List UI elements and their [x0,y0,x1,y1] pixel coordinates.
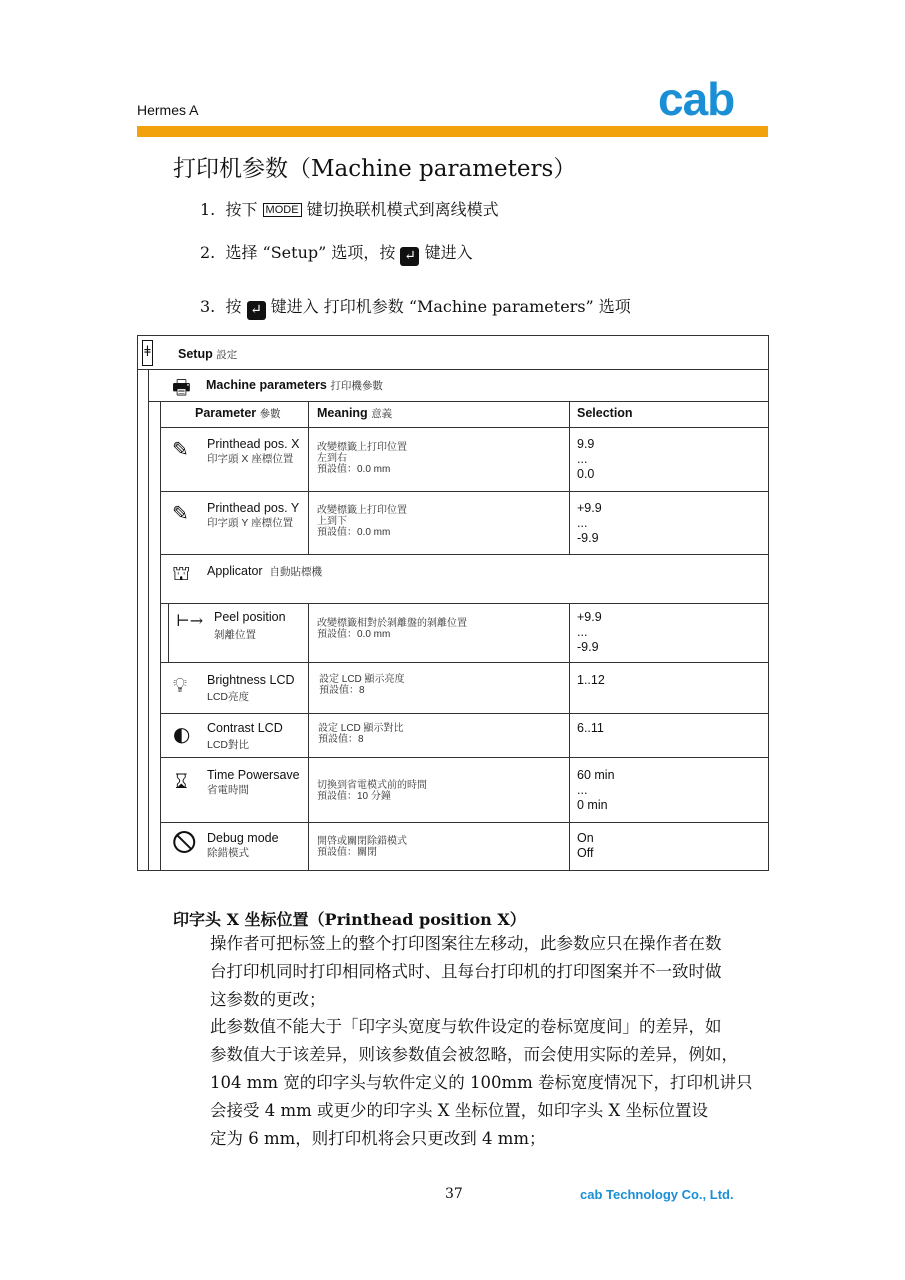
param-contrast-lcd: Contrast LCD LCD對比 [207,721,283,751]
setup-label: Setup 設定 [178,347,238,361]
param-brightness-lcd: Brightness LCD LCD亮度 [207,673,295,703]
printhead-y-icon: ✎ [172,501,189,525]
param-time-powersave: Time Powersave 省電時間 [207,768,300,796]
col-parameter: Parameter 參數 [195,406,281,420]
param-printhead-x: Printhead pos. X 印字頭 X 座標位置 [207,437,300,465]
header-product: Hermes A [137,102,199,118]
debug-prohibited-icon: 🛇 [172,829,197,857]
paragraph-line: 会接受 4 mm 或更少的印字头 X 坐标位置，如印字头 X 坐标位置设 [210,1101,708,1120]
selection-printhead-x: 9.9 ... 0.0 [577,437,595,481]
param-peel-position: Peel position 剝離位置 [214,610,286,641]
section-heading: 印字头 X 坐标位置（Printhead position X） [173,910,526,929]
paragraph-line: 操作者可把标签上的整个打印图案往左移动，此参数应只在操作者在数 [210,934,722,953]
step-3: 3. 按 ↵ 键进入 打印机参数 “Machine parameters” 选项 [200,297,631,318]
step-2: 2. 选择 “Setup” 选项，按 ↵ 键进入 [200,243,473,264]
selection-time-powersave: 60 min ... 0 min [577,768,615,812]
paragraph-line: 这参数的更改； [210,990,326,1009]
page-title: 打印机参数（Machine parameters） [173,156,577,182]
machine-parameters-table [137,335,769,871]
param-printhead-y: Printhead pos. Y 印字頭 Y 座標位置 [207,501,300,529]
cab-logo: cab [658,73,735,125]
enter-key-icon: ↵ [400,247,419,266]
page-number: 37 [445,1186,463,1202]
col-meaning: Meaning 意義 [317,406,393,420]
paragraph-line: 定为 6 mm，则打印机将会只更改到 4 mm； [210,1129,546,1148]
applicator-icon: ⛫ [172,561,191,585]
contrast-icon: ◐ [173,722,191,746]
header-divider [137,126,768,137]
printhead-x-icon: ✎ [172,437,189,461]
applicator-label: Applicator 自動貼標機 [207,564,323,578]
meaning-printhead-y: 改變標籤上打印位置 上到下 預設值：0.0 mm [317,505,407,538]
paragraph-line: 台打印机同时打印相同格式时、且每台打印机的打印图案并不一致时做 [210,962,722,981]
footer-company: cab Technology Co., Ltd. [580,1187,734,1202]
meaning-contrast-lcd: 設定 LCD 顯示對比 預設值：8 [318,723,404,745]
enter-key-icon: ↵ [247,301,266,320]
meaning-time-powersave: 切換到省電模式前的時間 預設值：10 分鐘 [317,780,427,802]
lightbulb-icon: 💡︎ [173,673,187,697]
hourglass-icon: ⌛︎ [175,769,188,793]
paragraph-line: 此参数值不能大于「印字头宽度与软件设定的卷标宽度间」的差异，如 [210,1017,722,1036]
meaning-peel-position: 改變標籤相對於剝離盤的剝離位置 預設值：0.0 mm [317,618,467,640]
paragraph-line: 104 mm 宽的印字头与软件定义的 100mm 卷标宽度情况下，打印机讲只 [210,1073,753,1092]
selection-contrast-lcd: 6..11 [577,721,604,735]
col-selection: Selection [577,406,633,420]
peel-position-icon: ⊢→ [176,611,204,630]
param-debug-mode: Debug mode 除錯模式 [207,831,279,859]
paragraph-line: 参数值大于该差异，则该参数值会被忽略，而会使用实际的差异，例如， [210,1045,738,1064]
selection-peel-position: +9.9 ... -9.9 [577,610,602,654]
selection-debug-mode: On Off [577,831,594,860]
meaning-debug-mode: 開啓或關閉除錯模式 預設值：關閉 [317,836,407,858]
printer-icon: 🖶 [172,375,191,399]
step-1: 1. 按下 MODE 键切换联机模式到离线模式 [200,200,499,219]
selection-brightness-lcd: 1..12 [577,673,605,687]
meaning-printhead-x: 改變標籤上打印位置 左到右 預設值：0.0 mm [317,442,407,475]
meaning-brightness-lcd: 設定 LCD 顯示亮度 預設值：8 [319,674,405,696]
selection-printhead-y: +9.9 ... -9.9 [577,501,602,545]
setup-slider-icon: ǂ [142,340,153,366]
machine-parameters-label: Machine parameters 打印機參數 [206,378,383,392]
mode-key-icon: MODE [263,203,302,217]
